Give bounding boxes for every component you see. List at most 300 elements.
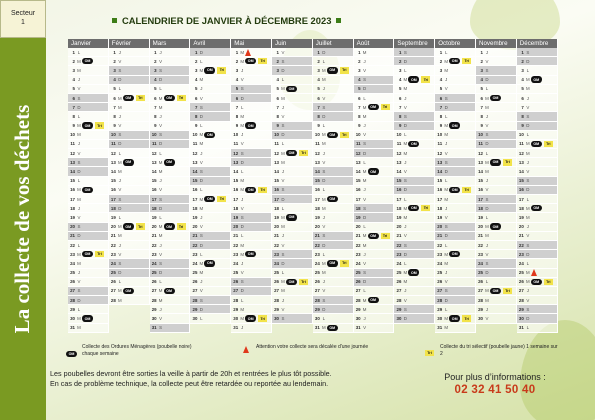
day-number: 12 xyxy=(437,150,443,156)
day-cell xyxy=(190,250,231,259)
day-cell xyxy=(272,186,313,195)
weekday-letter: D xyxy=(281,260,285,266)
day-number: 6 xyxy=(480,95,483,101)
weekday-letter: L xyxy=(485,150,489,156)
weekday-letter: S xyxy=(444,288,448,294)
weekday-letter: L xyxy=(444,306,448,312)
weekday-letter: V xyxy=(526,297,530,303)
om-collection-icon: OM xyxy=(408,205,419,211)
weekday-letter: D xyxy=(444,233,448,239)
day-number: 19 xyxy=(478,214,483,220)
weekday-letter: L xyxy=(240,104,244,110)
day-number: 15 xyxy=(518,178,524,184)
weekday-letter: M xyxy=(199,260,204,266)
weekday-letter: L xyxy=(526,325,530,331)
day-cell xyxy=(394,250,435,259)
weekday-letter: M xyxy=(77,132,81,138)
day-cell xyxy=(354,66,395,75)
day-cell xyxy=(109,140,150,149)
day-cell xyxy=(68,287,109,296)
day-number: 10 xyxy=(518,132,524,138)
tri-collection-icon: Tri xyxy=(95,122,104,128)
weekday-letter: D xyxy=(77,297,81,303)
day-number: 17 xyxy=(233,196,239,202)
day-cell xyxy=(231,177,272,186)
day-number: 28 xyxy=(274,297,279,303)
day-cell xyxy=(190,140,231,149)
weekday-letter: D xyxy=(118,77,122,83)
day-number: 3 xyxy=(439,67,443,73)
month-column xyxy=(190,48,231,324)
day-number: 19 xyxy=(314,214,320,220)
weekday-letter: M xyxy=(403,214,408,220)
weekday-letter: S xyxy=(322,297,326,303)
weekday-letter: L xyxy=(444,242,448,248)
day-cell xyxy=(435,296,476,305)
weekday-letter: M xyxy=(158,224,163,230)
day-number: 23 xyxy=(396,251,402,257)
day-number: 11 xyxy=(192,141,198,147)
weekday-letter: M xyxy=(199,77,204,83)
weekday-letter: S xyxy=(444,159,448,165)
day-number: 5 xyxy=(113,86,116,92)
weekday-letter: M xyxy=(240,123,245,129)
weekday-letter: J xyxy=(118,178,121,184)
day-number: 6 xyxy=(235,95,239,101)
om-collection-icon: OM xyxy=(327,325,338,331)
day-cell xyxy=(394,122,435,131)
weekday-letter: J xyxy=(404,95,407,101)
day-number: 26 xyxy=(110,279,116,285)
day-number: 16 xyxy=(314,187,320,193)
day-number: 21 xyxy=(70,233,75,239)
day-number: 2 xyxy=(317,58,320,64)
weekday-letter: V xyxy=(322,95,326,101)
om-collection-icon: OM xyxy=(164,288,175,294)
day-number: 8 xyxy=(113,113,116,119)
phone-number: 02 32 41 50 40 xyxy=(454,384,536,396)
tri-collection-icon: Tri xyxy=(462,58,471,64)
day-cell xyxy=(109,232,150,241)
day-number: 16 xyxy=(192,187,198,193)
day-cell xyxy=(231,122,272,131)
day-number: 13 xyxy=(518,159,524,165)
weekday-letter: M xyxy=(444,132,449,138)
month-header: Août xyxy=(354,39,395,48)
weekday-letter: M xyxy=(77,260,81,266)
month-column xyxy=(150,48,191,333)
weekday-letter: V xyxy=(77,214,81,220)
weekday-letter: D xyxy=(485,77,489,83)
day-cell xyxy=(354,195,395,204)
weekday-letter: J xyxy=(485,113,489,119)
weekday-letter: D xyxy=(77,169,81,175)
weekday-letter: M xyxy=(281,95,285,101)
day-number: 2 xyxy=(521,58,524,64)
day-cell xyxy=(272,223,313,232)
weekday-letter: L xyxy=(444,178,448,184)
day-cell xyxy=(150,103,191,112)
day-cell xyxy=(354,186,395,195)
weekday-letter: M xyxy=(158,297,163,303)
sector-label: Secteur xyxy=(10,10,36,17)
warning-icon xyxy=(531,269,537,276)
weekday-letter: S xyxy=(240,279,244,285)
tri-collection-icon: Tri xyxy=(95,251,104,257)
weekday-letter: V xyxy=(281,242,285,248)
day-number: 16 xyxy=(110,187,116,193)
weekday-letter: S xyxy=(444,224,448,230)
weekday-letter: S xyxy=(485,67,489,73)
weekday-letter: D xyxy=(322,113,326,119)
weekday-letter: D xyxy=(240,159,244,165)
day-number: 6 xyxy=(194,95,198,101)
om-collection-icon: OM xyxy=(245,187,256,193)
weekday-letter: M xyxy=(321,67,326,73)
day-cell xyxy=(394,241,435,250)
day-cell xyxy=(476,223,517,232)
day-number: 9 xyxy=(358,123,361,129)
weekday-letter: M xyxy=(158,169,163,175)
tri-collection-icon: Tri xyxy=(381,104,390,110)
day-number: 12 xyxy=(314,150,320,156)
day-number: 3 xyxy=(398,67,402,73)
om-collection-icon: OM xyxy=(123,223,134,229)
weekday-letter: D xyxy=(240,288,244,294)
day-number: 20 xyxy=(396,224,402,230)
day-cell xyxy=(394,140,435,149)
weekday-letter: S xyxy=(363,77,367,83)
weekday-letter: J xyxy=(404,224,407,230)
om-collection-icon: OM xyxy=(531,141,542,147)
day-cell xyxy=(272,213,313,222)
weekday-letter: M xyxy=(321,325,326,331)
weekday-letter: M xyxy=(403,205,408,211)
day-number: 13 xyxy=(437,159,443,165)
day-cell xyxy=(517,223,558,232)
day-cell xyxy=(231,103,272,112)
day-cell xyxy=(435,131,476,140)
day-number: 22 xyxy=(151,242,157,248)
day-number: 23 xyxy=(355,251,361,257)
weekday-letter: M xyxy=(362,113,367,119)
day-cell xyxy=(190,186,231,195)
day-cell xyxy=(68,140,109,149)
weekday-letter: D xyxy=(526,58,530,64)
weekday-letter: M xyxy=(362,169,367,175)
day-cell xyxy=(190,269,231,278)
day-number: 11 xyxy=(151,141,157,147)
day-number: 27 xyxy=(518,288,524,294)
day-number: 29 xyxy=(192,306,198,312)
weekday-letter: D xyxy=(118,141,122,147)
day-cell xyxy=(476,296,517,305)
weekday-letter: D xyxy=(159,205,163,211)
day-number: 19 xyxy=(151,214,157,220)
weekday-letter: J xyxy=(445,77,448,83)
day-cell xyxy=(109,177,150,186)
day-number: 17 xyxy=(478,196,483,202)
day-cell xyxy=(517,259,558,268)
weekday-letter: S xyxy=(485,260,489,266)
weekday-letter: M xyxy=(199,205,204,211)
day-number: 10 xyxy=(233,132,239,138)
weekday-letter: V xyxy=(199,95,203,101)
weekday-letter: M xyxy=(117,297,122,303)
weekday-letter: J xyxy=(159,242,162,248)
day-number: 30 xyxy=(396,316,402,322)
day-cell xyxy=(231,250,272,259)
day-cell xyxy=(435,269,476,278)
day-number: 18 xyxy=(355,205,361,211)
weekday-letter: M xyxy=(281,150,285,156)
tri-collection-icon: Tri xyxy=(421,76,430,82)
weekday-letter: S xyxy=(403,242,407,248)
day-number: 1 xyxy=(439,49,443,55)
day-number: 14 xyxy=(437,169,443,175)
day-cell xyxy=(435,66,476,75)
weekday-letter: S xyxy=(444,95,448,101)
weekday-letter: M xyxy=(485,169,489,175)
day-number: 15 xyxy=(151,178,157,184)
day-cell xyxy=(190,314,231,323)
weekday-letter: M xyxy=(525,205,530,211)
weekday-letter: M xyxy=(321,196,326,202)
day-number: 22 xyxy=(314,242,320,248)
weekday-letter: J xyxy=(118,113,121,119)
weekday-letter: L xyxy=(322,58,326,64)
day-cell xyxy=(476,112,517,121)
day-cell xyxy=(313,94,354,103)
weekday-letter: J xyxy=(322,86,325,92)
tri-collection-icon: Tri xyxy=(299,150,308,156)
weekday-letter: D xyxy=(526,187,530,193)
om-collection-icon: OM xyxy=(204,67,215,73)
day-number: 26 xyxy=(478,279,483,285)
day-number: 24 xyxy=(518,260,524,266)
day-cell xyxy=(190,94,231,103)
day-number: 10 xyxy=(110,132,116,138)
day-cell xyxy=(150,186,191,195)
day-cell xyxy=(476,131,517,140)
om-collection-icon: OM xyxy=(245,251,256,257)
day-cell xyxy=(517,158,558,167)
weekday-letter: J xyxy=(77,77,81,83)
day-cell xyxy=(354,57,395,66)
day-cell xyxy=(150,48,191,57)
day-cell xyxy=(150,57,191,66)
weekday-letter: J xyxy=(363,123,366,129)
day-number: 27 xyxy=(274,288,279,294)
weekday-letter: M xyxy=(525,270,530,276)
day-number: 26 xyxy=(437,279,443,285)
day-cell xyxy=(150,112,191,121)
note-line-2: En cas de problème technique, la collecte peut être retardée ou reportée au lendemain. xyxy=(50,379,329,388)
day-cell xyxy=(231,241,272,250)
om-collection-icon: OM xyxy=(408,76,419,82)
weekday-letter: M xyxy=(117,233,122,239)
weekday-letter: J xyxy=(445,205,448,211)
day-cell xyxy=(435,112,476,121)
day-cell xyxy=(517,48,558,57)
weekday-letter: S xyxy=(199,104,203,110)
day-cell xyxy=(435,177,476,186)
day-cell xyxy=(394,186,435,195)
day-number: 8 xyxy=(276,113,279,119)
day-cell xyxy=(109,48,150,57)
day-cell xyxy=(150,213,191,222)
day-number: 21 xyxy=(437,233,443,239)
day-cell xyxy=(150,131,191,140)
day-number: 5 xyxy=(235,86,239,92)
weekday-letter: J xyxy=(77,270,81,276)
day-cell xyxy=(354,287,395,296)
day-cell xyxy=(231,149,272,158)
tri-collection-icon: Tri xyxy=(544,141,553,147)
day-cell xyxy=(517,278,558,287)
day-cell xyxy=(354,296,395,305)
weekday-letter: L xyxy=(240,233,244,239)
day-number: 17 xyxy=(70,196,75,202)
day-cell xyxy=(150,167,191,176)
day-number: 8 xyxy=(398,113,402,119)
day-cell xyxy=(313,177,354,186)
day-cell xyxy=(68,269,109,278)
day-number: 26 xyxy=(233,279,239,285)
day-cell xyxy=(190,305,231,314)
day-number: 7 xyxy=(480,104,483,110)
vertical-title: La collecte de vos déchets xyxy=(10,104,34,334)
weekday-letter: D xyxy=(240,224,244,230)
day-number: 7 xyxy=(194,104,198,110)
day-number: 29 xyxy=(355,306,361,312)
day-number: 24 xyxy=(314,260,320,266)
weekday-letter: V xyxy=(240,141,244,147)
weekday-letter: L xyxy=(200,251,203,257)
day-number: 1 xyxy=(72,49,75,55)
om-collection-icon: OM xyxy=(531,279,542,285)
day-cell xyxy=(394,287,435,296)
day-cell xyxy=(313,186,354,195)
day-cell xyxy=(150,232,191,241)
weekday-letter: S xyxy=(526,306,530,312)
weekday-letter: J xyxy=(77,141,81,147)
day-number: 15 xyxy=(355,178,361,184)
day-cell xyxy=(109,167,150,176)
day-cell xyxy=(313,287,354,296)
day-number: 9 xyxy=(439,123,443,129)
day-cell xyxy=(435,250,476,259)
weekday-letter: S xyxy=(118,260,122,266)
weekday-letter: J xyxy=(445,270,448,276)
day-number: 21 xyxy=(314,233,320,239)
day-number: 10 xyxy=(437,132,443,138)
weekday-letter: D xyxy=(281,196,285,202)
day-cell xyxy=(231,195,272,204)
day-cell xyxy=(272,140,313,149)
om-collection-icon: OM xyxy=(164,223,175,229)
day-cell xyxy=(313,57,354,66)
day-cell xyxy=(150,76,191,85)
day-number: 16 xyxy=(355,187,361,193)
legend-tri: Collecte du tri sélectif (poubelle jaune) 1 semaine sur 2 xyxy=(440,344,558,357)
day-number: 22 xyxy=(274,242,279,248)
day-number: 3 xyxy=(480,67,483,73)
note-line-1: Les poubelles devront être sorties la veille à partir de 20h et rentrées le plus tôt possible. xyxy=(50,369,332,378)
day-number: 23 xyxy=(233,251,239,257)
weekday-letter: V xyxy=(281,178,285,184)
day-number: 9 xyxy=(72,123,75,129)
weekday-letter: S xyxy=(199,297,203,303)
day-number: 4 xyxy=(72,77,75,83)
day-number: 30 xyxy=(70,316,75,322)
weekday-letter: L xyxy=(404,67,407,73)
weekday-letter: M xyxy=(240,306,245,312)
day-cell xyxy=(272,195,313,204)
day-cell xyxy=(517,149,558,158)
day-number: 24 xyxy=(233,260,239,266)
day-number: 4 xyxy=(480,77,483,83)
weekday-letter: M xyxy=(485,233,489,239)
day-number: 9 xyxy=(235,123,239,129)
weekday-letter: D xyxy=(77,104,81,110)
day-number: 12 xyxy=(478,150,483,156)
weekday-letter: D xyxy=(403,316,407,322)
day-cell xyxy=(190,48,231,57)
day-cell xyxy=(109,57,150,66)
day-number: 14 xyxy=(478,169,483,175)
day-number: 6 xyxy=(358,95,361,101)
weekday-letter: L xyxy=(159,279,162,285)
day-cell xyxy=(435,324,476,333)
day-number: 4 xyxy=(194,77,198,83)
weekday-letter: D xyxy=(403,123,407,129)
day-cell xyxy=(394,204,435,213)
weekday-letter: J xyxy=(322,279,325,285)
day-cell xyxy=(354,259,395,268)
weekday-letter: S xyxy=(322,104,326,110)
day-number: 23 xyxy=(192,251,198,257)
day-number: 1 xyxy=(398,49,402,55)
weekday-letter: M xyxy=(362,49,367,55)
tri-legend-icon: Tri xyxy=(425,350,434,356)
weekday-letter: M xyxy=(199,141,204,147)
weekday-letter: S xyxy=(363,205,367,211)
day-number: 7 xyxy=(358,104,361,110)
om-collection-icon: OM xyxy=(123,288,134,294)
day-number: 28 xyxy=(110,297,116,303)
bullet-square-icon xyxy=(112,18,117,23)
day-number: 12 xyxy=(70,150,75,156)
day-cell xyxy=(354,177,395,186)
day-number: 8 xyxy=(72,113,75,119)
month-column xyxy=(272,48,313,324)
day-cell xyxy=(517,167,558,176)
day-number: 25 xyxy=(478,270,483,276)
day-cell xyxy=(313,76,354,85)
om-collection-icon: OM xyxy=(123,159,134,165)
day-cell xyxy=(517,314,558,323)
day-cell xyxy=(109,66,150,75)
day-number: 12 xyxy=(274,150,279,156)
day-cell xyxy=(313,48,354,57)
day-cell xyxy=(476,149,517,158)
day-cell xyxy=(150,314,191,323)
day-number: 4 xyxy=(439,77,443,83)
weekday-letter: V xyxy=(240,270,244,276)
weekday-letter: J xyxy=(241,196,244,202)
day-cell xyxy=(68,66,109,75)
